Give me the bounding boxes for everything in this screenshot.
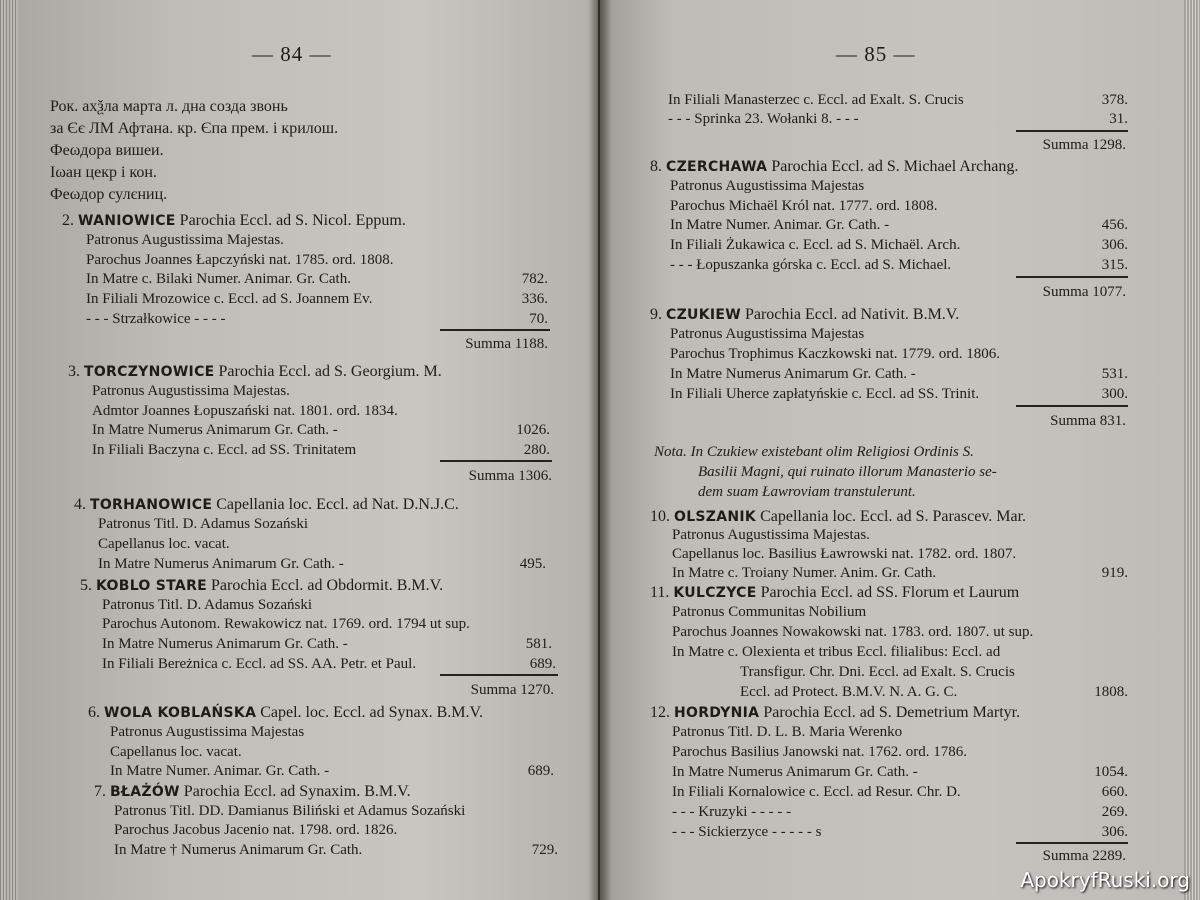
entry-11-matre: In Matre c. Olexienta et tribus Eccl. filialibus: Eccl. ad: [672, 644, 1001, 660]
parish-name: CZERCHAWA: [666, 159, 768, 175]
entry-6-heading: [88, 704, 483, 722]
entry-8-patron: Patronus Augustissima Majestas: [670, 178, 865, 194]
entry-4-capellanus: Capellanus loc. vacat.: [98, 536, 230, 552]
entry-9-filiali-value: 300.: [1101, 386, 1128, 402]
parish-name: WANIOWICE: [78, 213, 176, 229]
entry-2-patron: Patronus Augustissima Majestas.: [86, 232, 284, 248]
entry-11-matre-cont-2: Eccl. ad Protect. B.M.V. N. A. G. C.: [740, 684, 958, 700]
entry-12-filiali-3: - - - Sickierzyce - - - - - s: [672, 824, 822, 840]
entry-7-parochus: Parochus Jacobus Jacenio nat. 1798. ord. 1826.: [114, 822, 398, 838]
entry-number: 9.: [650, 306, 662, 323]
entry-8-matre-value: 456.: [1101, 217, 1128, 233]
entry-12-filiali-2-value: 269.: [1101, 804, 1128, 820]
entry-5-parochus: Parochus Autonom. Rewakowicz nat. 1769. ord. 1794 ut sup.: [102, 616, 470, 632]
book-gutter: [588, 0, 612, 900]
entry-5-matre: In Matre Numerus Animarum Gr. Cath. -: [102, 636, 348, 652]
parish-dedication: Parochia Eccl. ad S. Michael Archang.: [771, 158, 1019, 175]
entry-9-filiali: In Filiali Uherce zapłatyńskie c. Eccl. ad SS. Trinit.: [670, 386, 980, 402]
entry-8-filiali-2-value: 315.: [1101, 257, 1128, 273]
parish-dedication: Parochia Eccl. ad Obdormit. B.M.V.: [211, 577, 444, 594]
entry-number: 11.: [650, 584, 670, 601]
entry-11-matre-cont-1: Transfigur. Chr. Dni. Eccl. ad Exalt. S. Crucis: [740, 664, 1015, 680]
entry-11-matre-value: 1808.: [1094, 684, 1128, 700]
entry-9-matre: In Matre Numerus Animarum Gr. Cath. -: [670, 366, 916, 382]
entry-5-heading: [80, 577, 443, 595]
parish-dedication: Parochia Eccl. ad SS. Florum et Laurum: [760, 584, 1020, 601]
entry-12-summa: Summa 2289.: [1042, 848, 1126, 864]
parish-dedication: Capellania loc. Eccl. ad S. Parascev. Mar.: [760, 508, 1027, 525]
parish-name: KULCZYCE: [673, 585, 757, 601]
entry-6-patron: Patronus Augustissima Majestas: [110, 724, 305, 740]
entry-12-heading: [650, 704, 1020, 722]
entry-11-heading: [650, 584, 1019, 602]
continuation-filiali-2-value: 31.: [1109, 111, 1128, 127]
entry-2-filiali: In Filiali Mrozowice c. Eccl. ad S. Joannem Ev.: [86, 291, 373, 307]
entry-3-filiali: In Filiali Baczyna c. Eccl. ad SS. Trinitatem: [92, 442, 357, 458]
slavonic-line-5: Феωдор сулєниц.: [50, 186, 168, 203]
entry-4-matre: In Matre Numerus Animarum Gr. Cath. -: [98, 556, 344, 572]
continuation-summa: Summa 1298.: [1042, 137, 1126, 153]
entry-8-parochus: Parochus Michaël Król nat. 1777. ord. 1808.: [670, 198, 938, 214]
entry-8-heading: [650, 158, 1018, 176]
parish-name: TORCZYNOWICE: [84, 364, 215, 380]
entry-number: 10.: [650, 508, 670, 525]
sum-rule: [440, 329, 550, 331]
entry-3-filiali-value: 280.: [523, 442, 550, 458]
entry-2-matre: In Matre c. Bilaki Numer. Animar. Gr. Cath.: [86, 271, 351, 287]
entry-3-heading: [68, 363, 442, 381]
sum-rule: [1016, 276, 1128, 278]
entry-5-matre-value: 581.: [525, 636, 552, 652]
entry-12-matre-value: 1054.: [1094, 764, 1128, 780]
entry-number: 4.: [74, 496, 86, 513]
entry-3-summa: Summa 1306.: [468, 468, 552, 484]
entry-10-matre-value: 919.: [1101, 565, 1128, 581]
entry-2-matre-value: 782.: [521, 271, 548, 287]
entry-number: 7.: [94, 783, 106, 800]
entry-8-filiali: In Filiali Żukawica c. Eccl. ad S. Michaël. Arch.: [670, 237, 961, 253]
entry-12-filiali-2: - - - Kruzyki - - - - -: [672, 804, 792, 820]
slavonic-line-3: Феωдора вишеи.: [50, 142, 164, 159]
parish-dedication: Parochia Eccl. ad S. Nicol. Eppum.: [179, 212, 406, 229]
entry-9-heading: [650, 306, 959, 324]
parish-dedication: Capellania loc. Eccl. ad Nat. D.N.J.C.: [216, 496, 459, 513]
entry-8-filiali-2: - - - Łopuszanka górska c. Eccl. ad S. Michael.: [670, 257, 952, 273]
watermark: ApokryfRuski.org: [1020, 868, 1190, 892]
entry-number: 12.: [650, 704, 670, 721]
parish-name: KOBLO STARE: [96, 578, 208, 594]
entry-number: 6.: [88, 704, 100, 721]
entry-7-matre: In Matre † Numerus Animarum Gr. Cath.: [114, 842, 363, 858]
entry-3-matre: In Matre Numerus Animarum Gr. Cath. -: [92, 422, 338, 438]
entry-12-filiali: In Filiali Kornalowice c. Eccl. ad Resur. Chr. D.: [672, 784, 961, 800]
entry-9-patron: Patronus Augustissima Majestas: [670, 326, 865, 342]
entry-2-summa: Summa 1188.: [465, 336, 548, 352]
entry-6-matre-value: 689.: [527, 763, 554, 779]
parish-dedication: Parochia Eccl. ad Nativit. B.M.V.: [744, 306, 960, 323]
entry-5-filiali: In Filiali Bereżnica c. Eccl. ad SS. AA. Petr. et Paul.: [102, 656, 417, 672]
parish-dedication: Parochia Eccl. ad S. Demetrium Martyr.: [763, 704, 1021, 721]
entry-12-matre: In Matre Numerus Animarum Gr. Cath. -: [672, 764, 918, 780]
entry-5-summa: Summa 1270.: [470, 682, 554, 698]
entry-2-filiali-2-value: 70.: [529, 311, 548, 327]
continuation-filiali-2: - - - Sprinka 23. Wołanki 8. - - -: [668, 111, 859, 127]
right-page: [600, 0, 1200, 900]
page-number-left: — 84 —: [252, 42, 332, 66]
slavonic-line-2: за Єє ЛМ Афтана. кр. Єпа прем. і крилош.: [50, 120, 339, 137]
entry-12-parochus: Parochus Basilius Janowski nat. 1762. ord. 1786.: [672, 744, 967, 760]
entry-6-matre: In Matre Numer. Animar. Gr. Cath. -: [110, 763, 330, 779]
nota-line-1: Nota. In Czukiew existebant olim Religiosi Ordinis S.: [654, 444, 974, 460]
continuation-filiali-value: 378.: [1101, 92, 1128, 108]
entry-8-matre: In Matre Numer. Animar. Gr. Cath. -: [670, 217, 890, 233]
page-number-right: — 85 —: [836, 42, 916, 66]
parish-name: WOLA KOBLAŃSKA: [104, 705, 257, 721]
entry-4-heading: [74, 496, 459, 514]
entry-9-summa: Summa 831.: [1050, 413, 1126, 429]
entry-number: 3.: [68, 363, 80, 380]
parish-name: CZUKIEW: [666, 307, 741, 323]
left-page: [0, 0, 598, 900]
sum-rule: [440, 460, 552, 462]
entry-11-patron: Patronus Communitas Nobilium: [672, 604, 867, 620]
slavonic-line-4: Іωан цекр і кон.: [50, 164, 157, 181]
entry-3-matre-value: 1026.: [516, 422, 550, 438]
entry-2-heading: [62, 212, 406, 230]
entry-11-parochus: Parochus Joannes Nowakowski nat. 1783. ord. 1807. ut sup.: [672, 624, 1034, 640]
entry-10-heading: [650, 508, 1026, 526]
parish-name: BŁAŻÓW: [110, 784, 180, 800]
entry-9-parochus: Parochus Trophimus Kaczkowski nat. 1779. ord. 1806.: [670, 346, 1000, 362]
entry-number: 2.: [62, 212, 74, 229]
entry-7-heading: [94, 783, 411, 801]
parish-dedication: Parochia Eccl. ad S. Georgium. M.: [218, 363, 442, 380]
entry-2-filiali-value: 336.: [521, 291, 548, 307]
entry-number: 8.: [650, 158, 662, 175]
entry-12-filiali-3-value: 306.: [1101, 824, 1128, 840]
entry-number: 5.: [80, 577, 92, 594]
entry-5-filiali-value: 689.: [529, 656, 556, 672]
entry-3-patron: Patronus Augustissima Majestas.: [92, 383, 290, 399]
entry-8-summa: Summa 1077.: [1042, 284, 1126, 300]
nota-line-3: dem suam Ławroviam transtulerunt.: [698, 484, 916, 500]
nota-line-2: Basilii Magni, qui ruinato illorum Manasterio se-: [698, 464, 997, 480]
page-edge-stack: [1184, 0, 1200, 900]
entry-8-filiali-value: 306.: [1101, 237, 1128, 253]
entry-10-matre: In Matre c. Troiany Numer. Anim. Gr. Cath.: [672, 565, 937, 581]
entry-10-capellanus: Capellanus loc. Basilius Ławrowski nat. 1782. ord. 1807.: [672, 546, 1017, 562]
entry-2-parochus: Parochus Joannes Łapczyński nat. 1785. ord. 1808.: [86, 252, 394, 268]
entry-7-matre-value: 729.: [531, 842, 558, 858]
entry-7-patron: Patronus Titl. DD. Damianus Biliński et Adamus Sozański: [114, 803, 466, 819]
entry-3-admtor: Admtor Joannes Łopuszański nat. 1801. ord. 1834.: [92, 403, 398, 419]
entry-12-filiali-value: 660.: [1101, 784, 1128, 800]
sum-rule: [1016, 405, 1128, 407]
entry-9-matre-value: 531.: [1101, 366, 1128, 382]
parish-dedication: Parochia Eccl. ad Synaxim. B.M.V.: [183, 783, 411, 800]
entry-12-patron: Patronus Titl. D. L. B. Maria Werenko: [672, 724, 903, 740]
entry-5-patron: Patronus Titl. D. Adamus Sozański: [102, 597, 313, 613]
sum-rule: [1016, 130, 1128, 132]
continuation-filiali: In Filiali Manasterzec c. Eccl. ad Exalt. S. Crucis: [668, 92, 964, 108]
sum-rule: [1016, 842, 1128, 844]
entry-10-patron: Patronus Augustissima Majestas.: [672, 527, 870, 543]
entry-4-patron: Patronus Titl. D. Adamus Sozański: [98, 516, 309, 532]
parish-name: OLSZANIK: [674, 509, 757, 525]
parish-name: TORHANOWICE: [90, 497, 213, 513]
entry-6-capellanus: Capellanus loc. vacat.: [110, 744, 242, 760]
page-edge-stack: [0, 0, 18, 900]
sum-rule: [440, 674, 558, 676]
parish-dedication: Capel. loc. Eccl. ad Synax. B.M.V.: [260, 704, 483, 721]
entry-2-filiali-2: - - - Strzałkowice - - - -: [86, 311, 226, 327]
entry-4-matre-value: 495.: [519, 556, 546, 572]
parish-name: HORDYNIA: [674, 705, 760, 721]
slavonic-line-1: Рок. ахѯла марта л. дна созда звонь: [50, 98, 288, 115]
